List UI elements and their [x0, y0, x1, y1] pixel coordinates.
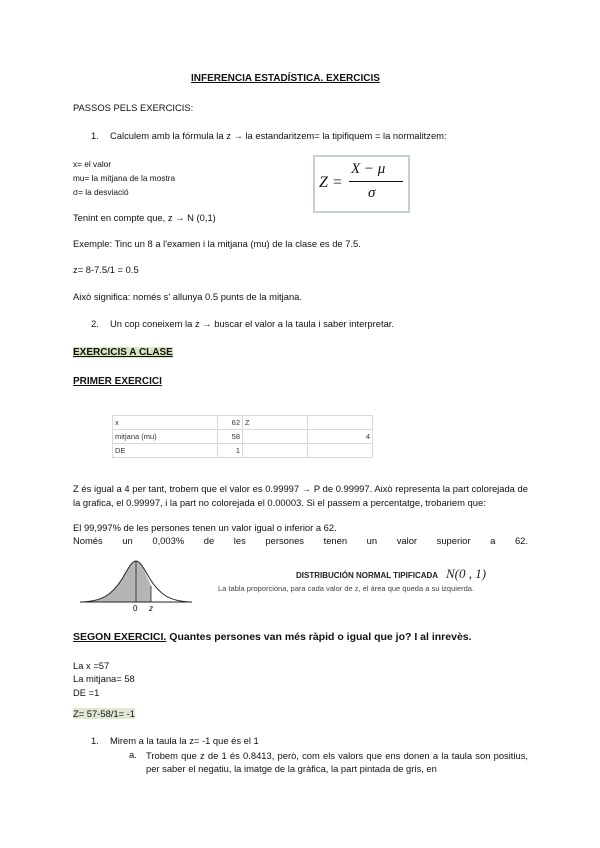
def-x: x= el valor — [73, 159, 112, 169]
heading-segon-exercici — [73, 631, 472, 643]
def-mu: mu= la mitjana de la mostra — [73, 173, 176, 183]
formula-denominator: σ — [368, 185, 376, 201]
z-formula — [313, 155, 410, 213]
table-row — [113, 444, 373, 458]
table-cell — [308, 416, 373, 430]
steps-heading: PASSOS PELS EXERCICIS: — [73, 102, 194, 113]
table-row — [113, 416, 373, 430]
formula-numerator: X − μ — [351, 161, 386, 177]
sub-a-text: Trobem que z de 1 és 0.8413, però, com els valors que ens donen a la taula son positius, per saber el negatiu, la imatge de la gràfica, la part pintada de gris, en — [146, 750, 528, 774]
step2-number: 2. — [91, 318, 99, 329]
heading-primer-exercici: PRIMER EXERCICI — [73, 376, 162, 387]
formula-lhs: Z = — [319, 174, 343, 191]
data-table — [112, 415, 373, 458]
table-row — [113, 430, 373, 444]
graph-label-zero: 0 — [133, 604, 138, 613]
mirem-number: 1. — [91, 735, 99, 746]
step2-text: Un cop coneixem la z → buscar el valor a la taula i saber interpretar. — [110, 318, 394, 329]
table-cell — [243, 444, 308, 458]
segon-question: Quantes persones van més ràpid o igual que jo? I al inrevès. — [166, 631, 472, 643]
step1-number: 1. — [91, 130, 99, 141]
example-text: Exemple: Tinc un 8 a l'examen i la mitjana (mu) de la clase es de 7.5. — [73, 238, 361, 249]
table-cell — [243, 430, 308, 444]
step1-text: Calculem amb la fórmula la z → la estandaritzem= la tipifiquem = la normalitzem: — [110, 130, 447, 141]
table-cell: 58 — [218, 430, 243, 444]
segon-de: DE =1 — [73, 687, 100, 698]
significa-text: Això significa: només s' allunya 0.5 punts de la mitjana. — [73, 291, 302, 302]
segon-mitjana: La mitjana= 58 — [73, 673, 135, 684]
sub-a-letter: a. — [129, 749, 137, 760]
heading-exercicis-clase — [73, 347, 173, 359]
table-cell: 4 — [308, 430, 373, 444]
segon-underlined: SEGON EXERCICI. — [73, 631, 167, 643]
normal-curve-shaded-area — [82, 561, 151, 602]
table-cell: Z — [243, 416, 308, 430]
paragraph-percent-below: El 99,997% de les persones tenen un valor igual o inferior a 62. — [73, 522, 337, 533]
table-cell: mitjana (mu) — [113, 430, 218, 444]
normal-title-label: DISTRIBUCIÓN NORMAL TIPIFICADA — [296, 571, 438, 580]
mirem-text: Mirem a la taula la z= -1 que és el 1 — [110, 735, 259, 746]
page-title: INFERENCIA ESTADÍSTICA. EXERCICIS — [191, 73, 380, 84]
heading-exercicis-clase-label: EXERCICIS A CLASE — [73, 347, 173, 358]
segon-x: La x =57 — [73, 660, 110, 671]
z-example: z= 8-7.5/1 = 0.5 — [73, 264, 139, 275]
table-cell — [308, 444, 373, 458]
z-segon — [73, 708, 135, 720]
table-cell: 1 — [218, 444, 243, 458]
normal-distribution-subtitle: La tabla proporciona, para cada valor de z, el área que queda a su izquierda. — [218, 584, 475, 593]
compte-text: Tenint en compte que, z → N (0,1) — [73, 212, 216, 223]
z-segon-value: Z= 57-58/1= -1 — [73, 708, 136, 719]
table-cell: 62 — [218, 416, 243, 430]
table-cell: x — [113, 416, 218, 430]
formula-fraction-bar — [349, 181, 403, 182]
normal-distribution-title — [296, 566, 486, 582]
normal-curve-graph — [80, 555, 192, 613]
paragraph-percent-above: Només un 0,003% de les persones tenen un valor superior a 62. — [73, 535, 528, 546]
table-cell: DE — [113, 444, 218, 458]
graph-label-z: z — [149, 604, 153, 613]
normal-n-label: N(0 , 1) — [446, 566, 487, 581]
def-sigma: σ= la desviació — [73, 187, 129, 197]
paragraph-result: Z és igual a 4 per tant, trobem que el valor es 0.99997 → P de 0.99997. Això representa la part colorejada de la grafica, el 0.99997, i la part no colorejada el 0.00003. Si el passem a percentatge, trobariem que: — [73, 483, 528, 508]
